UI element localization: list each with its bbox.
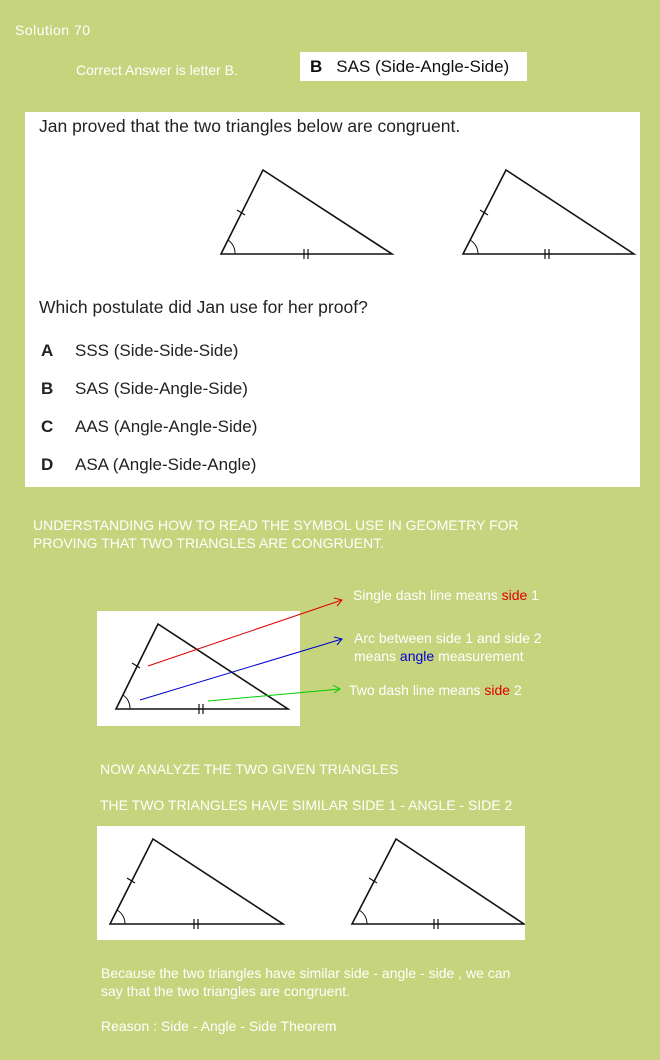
conclusion-line-1: Because the two triangles have similar side - angle - side , we can [101,965,511,981]
legend-text: Two dash line means [349,682,485,698]
legend-text: means [354,648,400,664]
green-arrow [208,685,340,701]
legend-single-dash [353,587,539,603]
understanding-line-1: UNDERSTANDING HOW TO READ THE SYMBOL USE IN GEOMETRY FOR [33,517,519,533]
correct-answer-text: Correct Answer is letter B. [76,62,238,78]
legend-text: Arc between side 1 and side 2 [354,630,542,646]
legend-text: measurement [434,648,524,664]
option-letter: D [41,455,54,474]
option-letter: B [41,379,54,398]
conclusion-reason: Reason : Side - Angle - Side Theorem [101,1018,337,1034]
option-letter: A [41,341,54,360]
option-text: ASA (Angle-Side-Angle) [75,455,257,474]
legend-text: Single dash line means [353,587,502,603]
analysis-triangle-right [352,839,524,929]
question-ask: Which postulate did Jan use for her proof? [39,297,368,317]
legend-key-angle: angle [399,648,435,664]
blue-arrow [140,637,342,700]
answer-label: SAS (Side-Angle-Side) [336,56,510,76]
red-arrow [148,598,342,666]
legend-text: 1 [527,587,540,603]
analysis-triangle-left [110,839,283,929]
legend-key-side: side [484,682,511,698]
legend-triangle [116,624,288,714]
option-text: SAS (Side-Angle-Side) [75,379,248,398]
option-text: SSS (Side-Side-Side) [75,341,239,360]
solution-title: Solution 70 [15,22,91,38]
option-letter: C [41,417,54,436]
legend-double-dash [349,682,522,698]
analysis-line-1: NOW ANALYZE THE TWO GIVEN TRIANGLES [100,761,399,777]
option-text: AAS (Angle-Angle-Side) [75,417,258,436]
analysis-diagram-panel [97,826,525,940]
conclusion-text [101,964,510,1000]
conclusion-line-2: say that the two triangles are congruent. [101,983,351,999]
legend-key-side: side [501,587,528,603]
legend-arc [354,629,542,665]
answer-letter: B [310,56,323,76]
question-prompt: Jan proved that the two triangles below are congruent. [39,116,461,136]
understanding-line-2: PROVING THAT TWO TRIANGLES ARE CONGRUENT. [33,535,385,551]
legend-text: 2 [510,682,522,698]
analysis-line-2: THE TWO TRIANGLES HAVE SIMILAR SIDE 1 - ANGLE - SIDE 2 [100,797,513,813]
analysis-triangles [97,826,525,940]
